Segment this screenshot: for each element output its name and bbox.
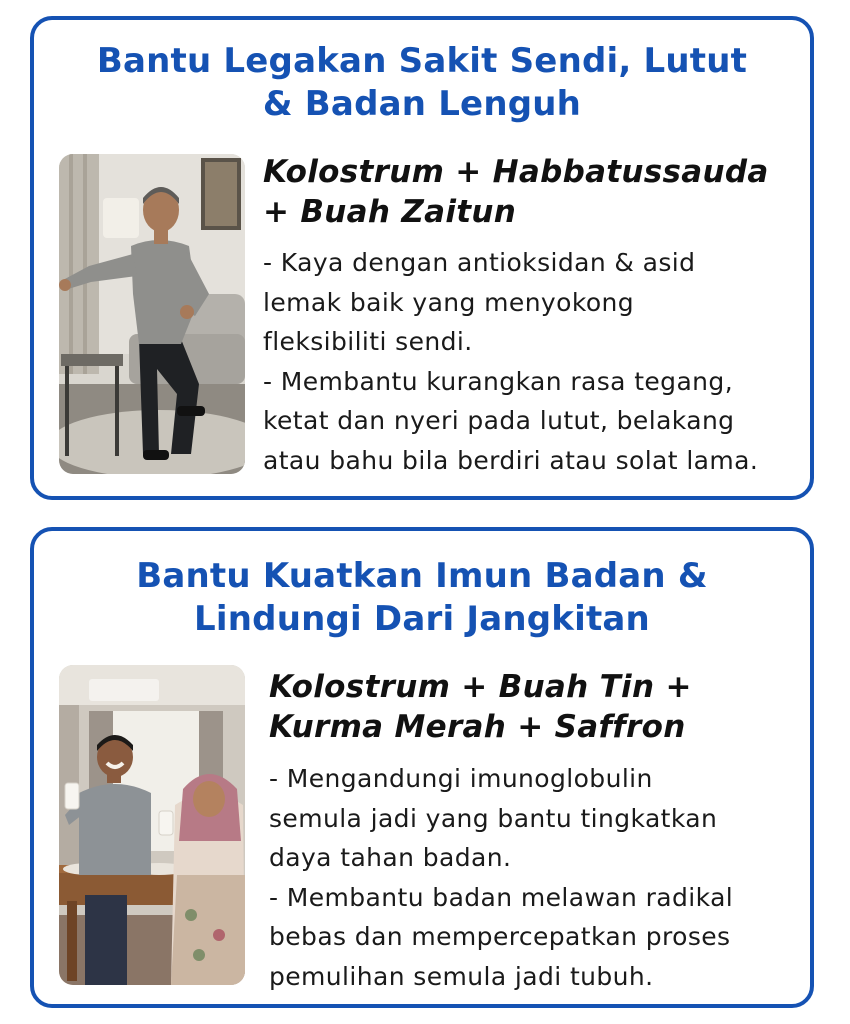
description-line: semula jadi yang bantu tingkatkan bbox=[269, 803, 718, 833]
description-line: - Membantu badan melawan radikal bbox=[269, 882, 734, 912]
description-line: ketat dan nyeri pada lutut, belakang bbox=[263, 406, 735, 435]
card-title-line: Bantu Kuatkan Imun Badan & bbox=[136, 556, 708, 596]
description-line: daya tahan badan. bbox=[269, 843, 512, 872]
product-name-line: + Buah Zaitun bbox=[263, 194, 517, 230]
benefit-description bbox=[269, 759, 809, 996]
man-stretching-photo bbox=[59, 154, 245, 474]
children-drinking-milk-photo bbox=[59, 665, 245, 985]
product-name-line: Kurma Merah + Saffron bbox=[269, 709, 686, 745]
description-line: fleksibiliti sendi. bbox=[263, 327, 473, 356]
description-line: - Mengandungi imunoglobulin bbox=[269, 764, 653, 793]
card-title-line: & Badan Lenguh bbox=[262, 84, 582, 124]
card-title bbox=[34, 555, 810, 641]
description-line: bebas dan mempercepatkan proses bbox=[269, 922, 731, 951]
product-name bbox=[269, 667, 809, 747]
description-line: lemak baik yang menyokong bbox=[263, 287, 635, 317]
description-line: - Kaya dengan antioksidan & asid bbox=[263, 248, 696, 277]
description-line: pemulihan semula jadi tubuh. bbox=[269, 961, 654, 991]
description-line: atau bahu bila berdiri atau solat lama. bbox=[263, 445, 759, 475]
card-title-line: Lindungi Dari Jangkitan bbox=[194, 599, 650, 639]
description-line: - Membantu kurangkan rasa tegang, bbox=[263, 366, 734, 396]
card-title bbox=[34, 40, 810, 126]
product-name-line: Kolostrum + Habbatussauda bbox=[263, 154, 769, 190]
benefit-card-immunity bbox=[30, 527, 814, 1008]
product-name-line: Kolostrum + Buah Tin + bbox=[269, 669, 692, 705]
benefit-description bbox=[263, 243, 803, 480]
card-title-line: Bantu Legakan Sakit Sendi, Lutut bbox=[96, 41, 748, 81]
product-name bbox=[263, 152, 803, 232]
benefit-card-joints bbox=[30, 16, 814, 500]
